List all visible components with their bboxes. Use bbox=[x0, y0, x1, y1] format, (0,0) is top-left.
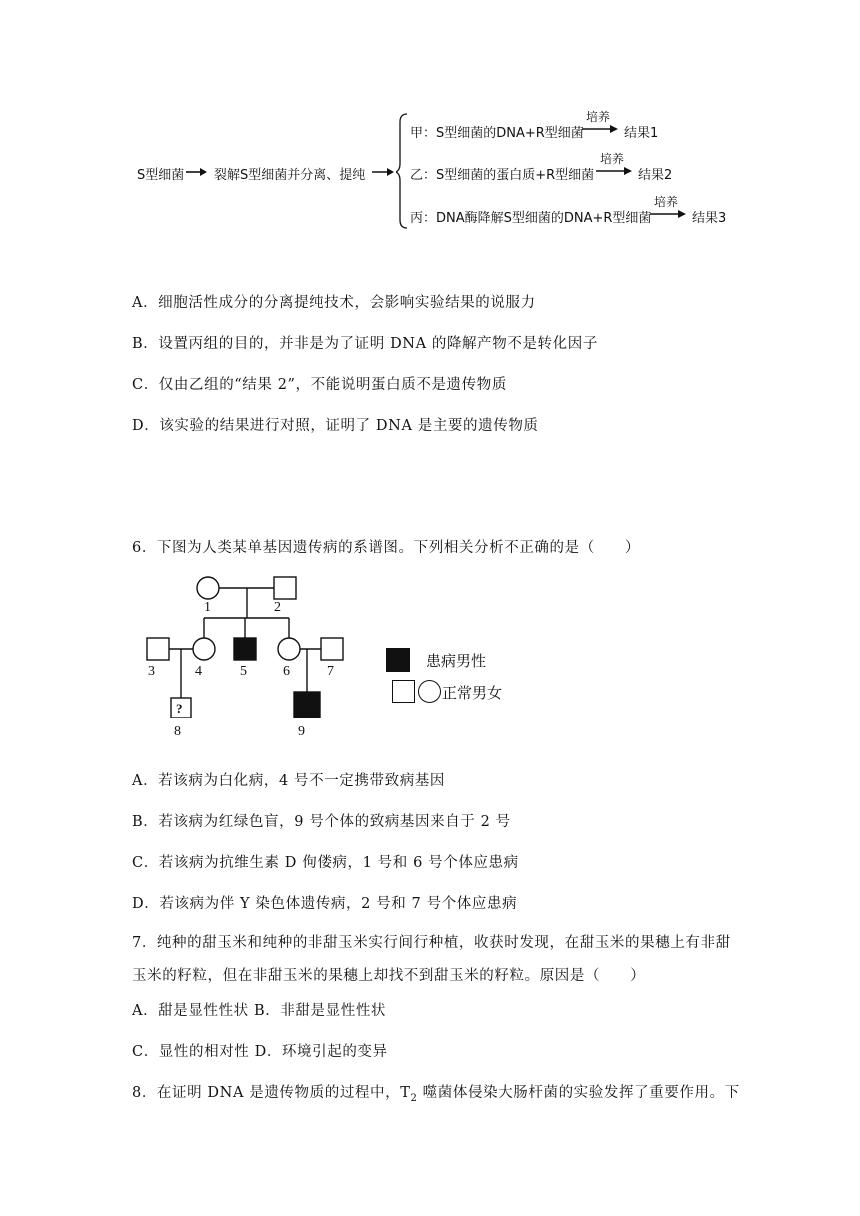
pedigree-label-9: 9 bbox=[298, 724, 305, 739]
branch-bing-arrow-label: 培养 bbox=[654, 195, 679, 209]
pedigree-label-5: 5 bbox=[240, 664, 247, 679]
pedigree-affected-male-9 bbox=[294, 692, 320, 718]
q5-option-a: A．细胞活性成分的分离提纯技术，会影响实验结果的说服力 bbox=[132, 295, 536, 311]
pedigree-female-4 bbox=[193, 638, 215, 660]
q6-stem: 6．下图为人类某单基因遗传病的系谱图。下列相关分析不正确的是（ ） bbox=[132, 540, 641, 556]
flow-start: S型细菌 bbox=[137, 168, 185, 183]
pedigree-female-6 bbox=[278, 638, 300, 660]
arrow-icon bbox=[582, 123, 620, 135]
q6-option-d: D．若该病为伴 Y 染色体遗传病，2 号和 7 号个体应患病 bbox=[132, 896, 518, 912]
pedigree-unknown-mark: ? bbox=[176, 701, 183, 716]
pedigree-label-1: 1 bbox=[204, 600, 211, 615]
branch-yi-result: 结果2 bbox=[638, 168, 673, 183]
legend-normal-label: 正常男女 bbox=[442, 684, 503, 702]
q8-stem-suffix: 噬菌体侵染大肠杆菌的实验发挥了重要作用。下 bbox=[417, 1085, 740, 1101]
q8-stem bbox=[132, 1081, 740, 1104]
pedigree-label-8: 8 bbox=[174, 724, 181, 739]
pedigree-affected-male-5 bbox=[234, 638, 256, 660]
arrow-icon bbox=[650, 208, 688, 220]
q8-stem-subscript: 2 bbox=[410, 1092, 418, 1104]
legend-affected-label: 患病男性 bbox=[426, 652, 487, 670]
arrow-icon bbox=[372, 165, 396, 179]
branch-bing-text: 丙：DNA酶降解S型细菌的DNA+R型细菌 bbox=[410, 211, 652, 226]
legend-normal-female-icon bbox=[418, 680, 441, 703]
flow-step: 裂解S型细菌并分离、提纯 bbox=[214, 168, 366, 183]
branch-jia-result: 结果1 bbox=[624, 126, 659, 141]
pedigree-chart bbox=[140, 568, 360, 718]
q8-stem-prefix: 8．在证明 DNA 是遗传物质的过程中，T bbox=[132, 1085, 411, 1101]
q6-option-b: B．若该病为红绿色盲，9 号个体的致病基因来自于 2 号 bbox=[132, 814, 511, 830]
pedigree-male-2 bbox=[274, 577, 296, 599]
q7-stem-line1: 7．纯种的甜玉米和纯种的非甜玉米实行间行种植，收获时发现，在甜玉米的果穗上有非甜 bbox=[132, 935, 731, 951]
pedigree-label-7: 7 bbox=[327, 664, 334, 679]
pedigree-label-3: 3 bbox=[148, 664, 155, 679]
legend-normal-male-icon bbox=[392, 680, 415, 703]
q7-options-row1: A．甜是显性性状 B．非甜是显性性状 bbox=[132, 1003, 387, 1019]
pedigree-male-7 bbox=[321, 638, 343, 660]
arrow-icon bbox=[186, 165, 208, 179]
branch-bing-result: 结果3 bbox=[692, 211, 727, 226]
brace-icon bbox=[396, 112, 408, 230]
q6-option-c: C．若该病为抗维生素 D 佝偻病，1 号和 6 号个体应患病 bbox=[132, 855, 519, 871]
legend-affected-male-icon bbox=[386, 648, 410, 672]
branch-jia-text: 甲：S型细菌的DNA+R型细菌 bbox=[410, 126, 584, 141]
q6-option-a: A．若该病为白化病，4 号不一定携带致病基因 bbox=[132, 773, 446, 789]
branch-yi-arrow-label: 培养 bbox=[600, 152, 625, 166]
branch-jia-arrow-label: 培养 bbox=[586, 110, 611, 124]
branch-yi-text: 乙：S型细菌的蛋白质+R型细菌 bbox=[410, 168, 595, 183]
q5-option-c: C．仅由乙组的“结果 2”，不能说明蛋白质不是遗传物质 bbox=[132, 377, 507, 393]
q7-stem-line2: 玉米的籽粒，但在非甜玉米的果穗上却找不到甜玉米的籽粒。原因是（ ） bbox=[132, 968, 646, 984]
q5-option-b: B．设置丙组的目的，并非是为了证明 DNA 的降解产物不是转化因子 bbox=[132, 336, 598, 352]
pedigree-label-6: 6 bbox=[283, 664, 290, 679]
pedigree-female-1 bbox=[197, 577, 219, 599]
q7-options-row2: C．显性的相对性 D．环境引起的变异 bbox=[132, 1044, 388, 1060]
pedigree-label-4: 4 bbox=[195, 664, 202, 679]
pedigree-male-3 bbox=[147, 638, 169, 660]
pedigree-label-2: 2 bbox=[274, 600, 281, 615]
q5-option-d: D．该实验的结果进行对照，证明了 DNA 是主要的遗传物质 bbox=[132, 418, 539, 434]
arrow-icon bbox=[596, 165, 634, 177]
